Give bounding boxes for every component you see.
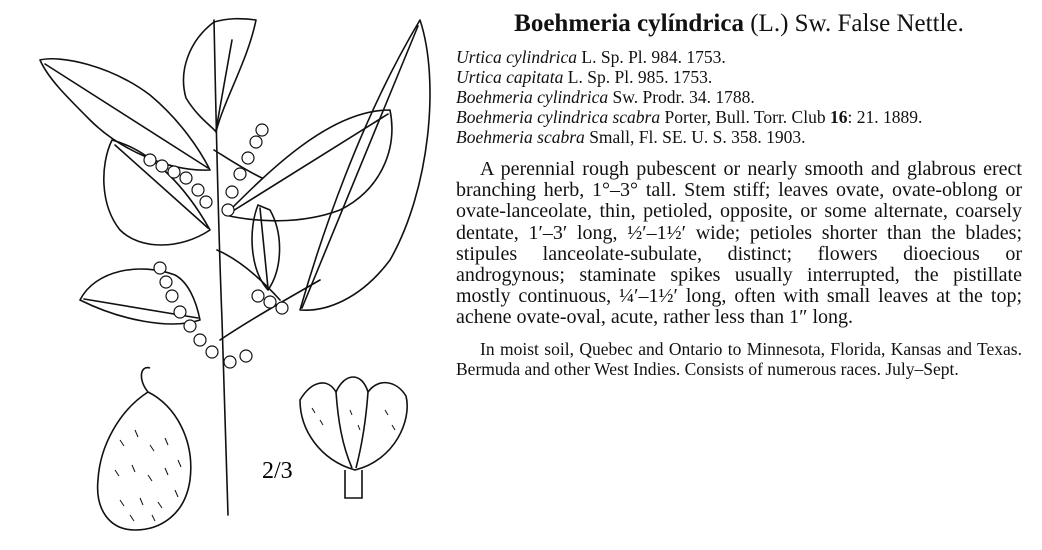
synonym-line: Boehmeria scabra Small, Fl. SE. U. S. 358. 1903. [456,127,806,147]
species-name: Boehmeria cylíndrica [514,10,744,37]
species-title [456,8,1022,39]
synonym-line: Boehmeria cylindrica scabra Porter, Bull. Torr. Club 16: 21. 1889. [456,107,923,127]
scale-label: 2/3 [262,458,293,484]
species-description: A perennial rough pubescent or nearly smooth and glabrous erect branching herb, 1°–3° tall. Stem stiff; leaves ovate, ovate-oblong or ovate-lanceolate, thin, petioled, opposite, or some alternate, coarsely dentate, 1′–3′ long, ½′–1½′ wide; petioles shorter than the blades; stipules lanceolate-subulate, distinct; flowers dioecious or androgynous; staminate spikes usually interrupted, the pistillate mostly continuous, ¼′–1½′ long, often with small leaves at the top; achene ovate-oval, acute, rather less than 1″ long. [456,158,1022,329]
plant-illustration [0,0,450,550]
main-stem [214,20,228,515]
species-entry [456,8,1022,379]
synonym-line: Boehmeria cylindrica Sw. Prodr. 34. 1788. [456,87,755,107]
flower-detail [300,377,407,498]
species-authority: (L.) Sw. [750,10,832,37]
synonym-line: Urtica capitata L. Sp. Pl. 985. 1753. [456,67,713,87]
synonym-line: Urtica cylindrica L. Sp. Pl. 984. 1753. [456,47,726,67]
leaf-top [184,19,256,132]
achene-detail [98,368,191,530]
leaf-small-center [252,205,280,290]
species-distribution: In moist soil, Quebec and Ontario to Minnesota, Florida, Kansas and Texas. Bermuda and other West Indies. Consists of numerous races. July–Sept. [456,338,1022,379]
common-name: False Nettle. [837,10,964,37]
synonymy [456,47,1022,147]
